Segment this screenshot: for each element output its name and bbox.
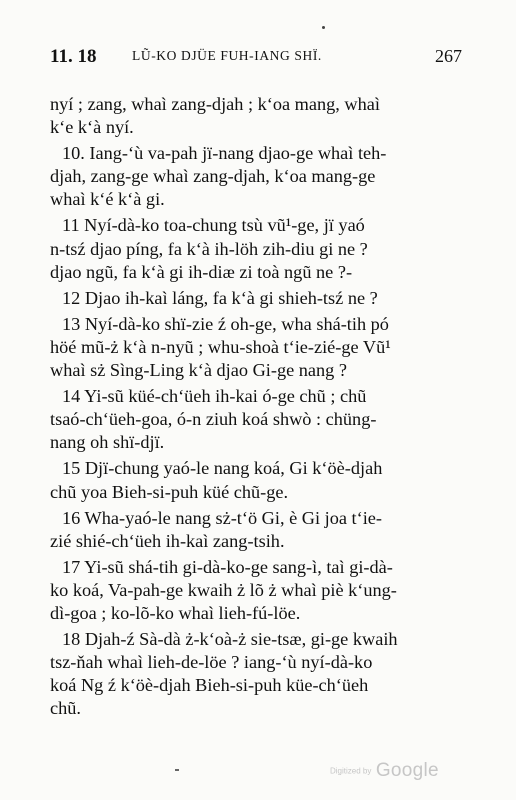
- text-line: 10. Iang-‘ù va-pah jï-nang djao-ge whaì teh-: [62, 143, 387, 164]
- running-title: LŨ-KO DJÜE FUH-IANG SHÏ.: [132, 48, 322, 63]
- text-line: höé mũ-ż k‘à n-nyũ ; whu-shoà t‘ie-zié-ge Vũ¹: [50, 336, 391, 357]
- watermark-logo: Google: [375, 760, 439, 781]
- ink-mark: [175, 769, 179, 771]
- digitized-watermark: [330, 760, 439, 782]
- text-line: zié shié-ch‘üeh ih-kaì zang-tsih.: [50, 530, 285, 551]
- page-number: 267: [435, 46, 462, 66]
- text-line: 18 Djah-ź Sà-dà ż-k‘oà-ż sie-tsæ, gi-ge kwaih: [62, 629, 398, 650]
- text-line: 15 Djï-chung yaó-le nang koá, Gi k‘öè-djah: [62, 458, 383, 479]
- scripture-text: [50, 93, 458, 720]
- watermark-prefix: Digitized by: [330, 766, 372, 776]
- text-line: nang oh shï-djï.: [50, 432, 165, 453]
- text-line: koá Ng ź k‘öè-djah Bieh-si-puh küe-ch‘üeh: [50, 675, 369, 696]
- text-line: djah, zang-ge whaì zang-djah, k‘oa mang-ge: [50, 166, 376, 187]
- text-line: 13 Nyí-dà-ko shï-zie ź oh-ge, wha shá-tih pó: [62, 313, 389, 334]
- text-line: nyí ; zang, whaì zang-djah ; k‘oa mang, whaì: [50, 94, 380, 114]
- text-line: tsz-ňah whaì lieh-de-löe ? iang-‘ù nyí-dà-ko: [50, 652, 373, 673]
- text-line: tsaó-ch‘üeh-goa, ó-n ziuh koá shwò : chüng-: [50, 409, 377, 430]
- chapter-verse-ref: 11. 18: [50, 46, 97, 67]
- text-line: djao ngũ, fa k‘à gi ih-diæ zi toà ngũ ne ?-: [50, 261, 353, 282]
- text-line: 14 Yi-sũ küé-ch‘üeh ih-kai ó-ge chũ ; chũ: [62, 386, 367, 407]
- book-page: [50, 0, 462, 800]
- text-line: n-tsź djao píng, fa k‘à ih-löh zih-diu gi ne ?: [50, 238, 368, 259]
- text-line: 16 Wha-yaó-le nang sż-t‘ö Gi, è Gi joa t‘ie-: [62, 507, 382, 528]
- text-line: k‘e k‘à nyí.: [50, 117, 134, 138]
- text-line: 11 Nyí-dà-ko toa-chung tsù vũ¹-ge, jï yaó: [62, 215, 365, 236]
- text-line: ko koá, Va-pah-ge kwaih ż lõ ż whaì piè k‘ung-: [50, 579, 397, 600]
- text-line: whaì sż Sìng-Ling k‘à djao Gi-ge nang ?: [50, 360, 347, 381]
- text-line: dì-goa ; ko-lõ-ko whaì lieh-fú-löe.: [50, 602, 301, 623]
- text-line: whaì k‘é k‘à gi.: [50, 189, 165, 210]
- text-line: chũ yoa Bieh-si-puh küé chũ-ge.: [50, 481, 289, 502]
- text-line: chũ.: [50, 698, 81, 719]
- text-line: 17 Yi-sũ shá-tih gi-dà-ko-ge sang-ì, taì gi-dà-: [62, 556, 393, 577]
- text-line: 12 Djao ih-kaì láng, fa k‘à gi shieh-tsź ne ?: [62, 287, 378, 308]
- running-header: [50, 46, 462, 72]
